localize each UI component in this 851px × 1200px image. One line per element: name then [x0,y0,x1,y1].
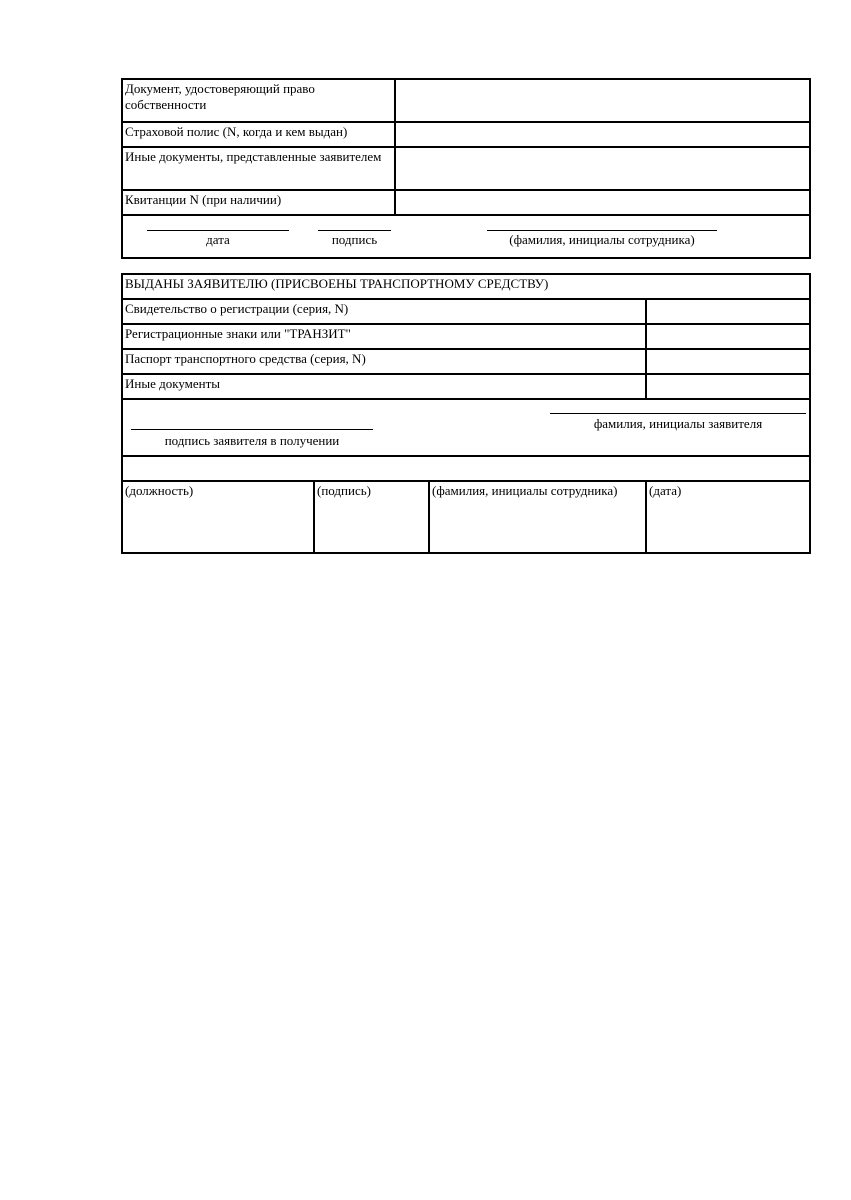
table-row [122,481,810,553]
employee-name-line[interactable] [487,230,717,231]
registration-plates-label: Регистрационные знаки или "ТРАНЗИТ" [122,324,646,349]
issued-documents-table [121,273,811,554]
officer-signature-caption: (подпись) [317,483,371,498]
table-row [122,274,810,299]
other-issued-documents-label: Иные документы [122,374,646,399]
applicant-signature-block [122,399,810,456]
vehicle-passport-field[interactable] [646,349,810,374]
officer-name-cell[interactable] [429,481,646,553]
table-row [122,299,810,324]
vehicle-passport-label: Паспорт транспортного средства (серия, N) [122,349,646,374]
other-documents-field[interactable] [395,147,810,190]
applicant-name-line[interactable] [550,413,806,414]
receipts-field[interactable] [395,190,810,215]
employee-signature-block [122,215,810,258]
officer-position-cell[interactable] [122,481,314,553]
table-row [122,79,810,122]
table-row [122,147,810,190]
other-issued-documents-field[interactable] [646,374,810,399]
applicant-signature-caption: подпись заявителя в получении [164,433,340,448]
table-row [122,349,810,374]
issued-section-title: ВЫДАНЫ ЗАЯВИТЕЛЮ (ПРИСВОЕНЫ ТРАНСПОРТНОМУ СРЕДСТВУ) [122,274,810,299]
table-row [122,374,810,399]
signature-caption: подпись [331,232,378,247]
ownership-document-field[interactable] [395,79,810,122]
date-line[interactable] [147,230,289,231]
registration-certificate-label: Свидетельство о регистрации (серия, N) [122,299,646,324]
spacer-row [122,456,810,481]
receipts-label: Квитанции N (при наличии) [122,190,395,215]
insurance-policy-field[interactable] [395,122,810,147]
officer-date-cell[interactable] [646,481,810,553]
table-row [122,215,810,258]
signature-line[interactable] [318,230,391,231]
officer-position-caption: (должность) [125,483,194,498]
table-row [122,324,810,349]
applicant-signature-line[interactable] [131,429,373,430]
table-row [122,122,810,147]
registration-certificate-field[interactable] [646,299,810,324]
submitted-documents-table [121,78,811,259]
table-row [122,399,810,456]
officer-signature-cell[interactable] [314,481,429,553]
officer-name-caption: (фамилия, инициалы сотрудника) [432,483,618,498]
registration-plates-field[interactable] [646,324,810,349]
applicant-name-caption: фамилия, инициалы заявителя [593,416,763,431]
employee-name-caption: (фамилия, инициалы сотрудника) [509,232,695,247]
officer-date-caption: (дата) [649,483,682,498]
ownership-document-label: Документ, удостоверяющий право собственности [122,79,395,122]
table-row [122,190,810,215]
date-caption: дата [206,232,230,247]
table-row [122,456,810,481]
insurance-policy-label: Страховой полис (N, когда и кем выдан) [122,122,395,147]
other-documents-label: Иные документы, представленные заявителем [122,147,395,190]
